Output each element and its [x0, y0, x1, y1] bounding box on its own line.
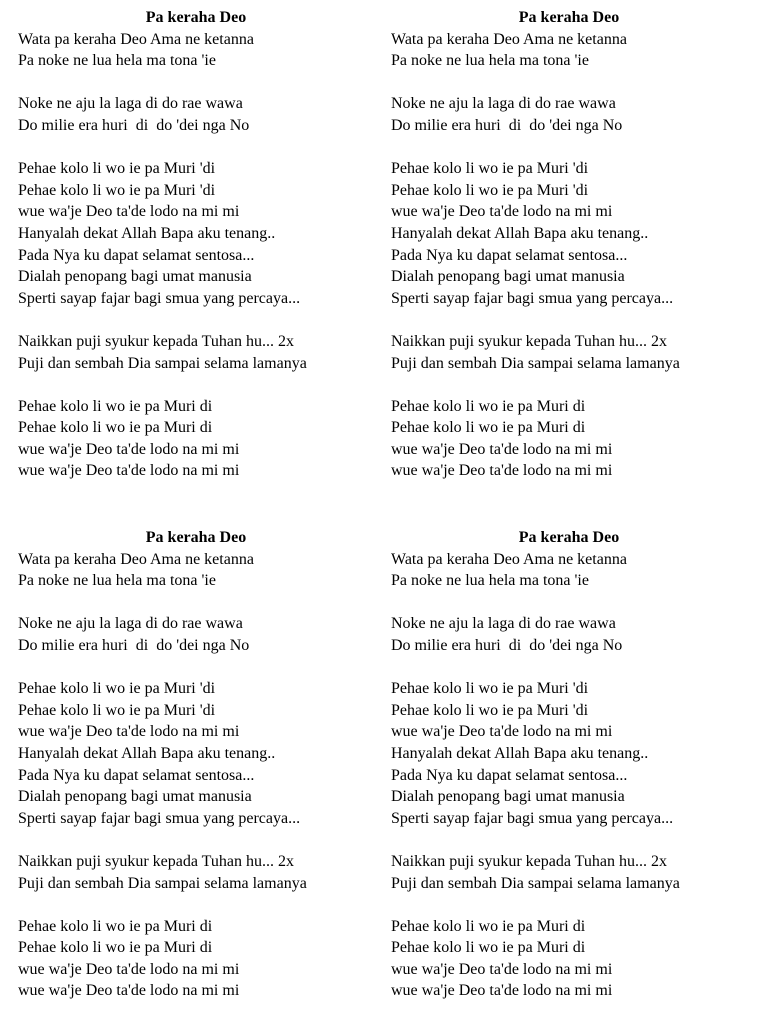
stanza — [18, 549, 378, 592]
lyric-line: Naikkan puji syukur kepada Tuhan hu... 2x — [18, 852, 294, 870]
lyric-line: wue wa'je Deo ta'de lodo na mi mi — [18, 723, 240, 741]
lyric-line: Puji dan sembah Dia sampai selama lamanya — [18, 354, 307, 372]
lyric-line: Dialah penopang bagi umat manusia — [18, 268, 252, 286]
lyric-line: Pada Nya ku dapat selamat sentosa... — [18, 246, 255, 264]
lyric-line: Noke ne aju la laga di do rae wawa — [391, 615, 616, 633]
stanza-gap — [391, 829, 751, 851]
stanza — [18, 331, 378, 374]
lyric-line: Pehae kolo li wo ie pa Muri 'di — [18, 160, 216, 178]
stanza — [391, 851, 751, 894]
lyric-line: Pada Nya ku dapat selamat sentosa... — [391, 246, 628, 264]
lyric-line: Pa noke ne lua hela ma tona 'ie — [391, 572, 589, 590]
song-title: Pa keraha Deo — [145, 9, 247, 26]
lyric-line: Sperti sayap fajar bagi smua yang percaya... — [391, 289, 674, 307]
stanza — [18, 916, 378, 1002]
song-title: Pa keraha Deo — [518, 529, 620, 546]
lyric-line: Sperti sayap fajar bagi smua yang percaya... — [18, 809, 301, 827]
stanza — [18, 396, 378, 482]
lyric-line: Pa noke ne lua hela ma tona 'ie — [18, 572, 216, 590]
lyric-line: Do milie era huri di do 'dei nga No — [391, 636, 623, 654]
lyric-line: wue wa'je Deo ta'de lodo na mi mi — [391, 723, 613, 741]
lyric-line: Pehae kolo li wo ie pa Muri di — [391, 419, 586, 437]
lyric-line: wue wa'je Deo ta'de lodo na mi mi — [391, 960, 613, 978]
stanza — [391, 93, 751, 136]
lyric-line: Hanyalah dekat Allah Bapa aku tenang.. — [18, 224, 276, 242]
stanza — [391, 29, 751, 72]
lyric-line: Wata pa keraha Deo Ama ne ketanna — [18, 30, 254, 48]
stanza-gap — [18, 829, 378, 851]
lyric-line: Pada Nya ku dapat selamat sentosa... — [18, 766, 255, 784]
lyric-line: Pehae kolo li wo ie pa Muri di — [391, 939, 586, 957]
stanza-gap — [391, 592, 751, 614]
lyric-line: Pehae kolo li wo ie pa Muri 'di — [391, 181, 589, 199]
stanza — [18, 93, 378, 136]
stanza-gap — [18, 309, 378, 331]
lyric-line: wue wa'je Deo ta'de lodo na mi mi — [18, 462, 240, 480]
lyric-line: Pehae kolo li wo ie pa Muri di — [391, 397, 586, 415]
lyric-line: Pa noke ne lua hela ma tona 'ie — [18, 52, 216, 70]
lyric-line: Wata pa keraha Deo Ama ne ketanna — [18, 550, 254, 568]
song-copy-top-left — [18, 7, 378, 482]
stanza-gap — [391, 657, 751, 679]
lyric-line: wue wa'je Deo ta'de lodo na mi mi — [391, 462, 613, 480]
stanza-gap — [391, 309, 751, 331]
stanza-gap — [391, 894, 751, 916]
song-title: Pa keraha Deo — [518, 9, 620, 26]
lyric-line: Dialah penopang bagi umat manusia — [391, 268, 625, 286]
lyric-line: wue wa'je Deo ta'de lodo na mi mi — [18, 982, 240, 1000]
stanza — [391, 613, 751, 656]
stanza-gap — [18, 894, 378, 916]
lyric-line: wue wa'je Deo ta'de lodo na mi mi — [391, 203, 613, 221]
lyric-line: Pada Nya ku dapat selamat sentosa... — [391, 766, 628, 784]
lyric-line: Naikkan puji syukur kepada Tuhan hu... 2x — [391, 332, 667, 350]
lyric-line: Pa noke ne lua hela ma tona 'ie — [391, 52, 589, 70]
stanza — [391, 549, 751, 592]
stanza — [391, 331, 751, 374]
lyric-line: Pehae kolo li wo ie pa Muri 'di — [18, 181, 216, 199]
lyric-line: Noke ne aju la laga di do rae wawa — [18, 95, 243, 113]
lyric-line: Puji dan sembah Dia sampai selama lamanya — [18, 874, 307, 892]
lyric-line: wue wa'je Deo ta'de lodo na mi mi — [18, 203, 240, 221]
stanza — [18, 158, 378, 309]
stanza-gap — [391, 137, 751, 159]
lyric-line: Puji dan sembah Dia sampai selama lamanya — [391, 354, 680, 372]
lyric-line: Wata pa keraha Deo Ama ne ketanna — [391, 550, 627, 568]
lyric-line: Naikkan puji syukur kepada Tuhan hu... 2x — [391, 852, 667, 870]
stanza-gap — [18, 374, 378, 396]
lyric-line: Hanyalah dekat Allah Bapa aku tenang.. — [391, 744, 649, 762]
lyric-line: Pehae kolo li wo ie pa Muri 'di — [391, 680, 589, 698]
stanza — [18, 678, 378, 829]
stanza — [18, 29, 378, 72]
lyric-line: Hanyalah dekat Allah Bapa aku tenang.. — [391, 224, 649, 242]
lyric-line: Sperti sayap fajar bagi smua yang percaya... — [18, 289, 301, 307]
lyric-line: Pehae kolo li wo ie pa Muri 'di — [18, 701, 216, 719]
lyric-line: Pehae kolo li wo ie pa Muri di — [18, 939, 213, 957]
lyric-line: Pehae kolo li wo ie pa Muri di — [18, 419, 213, 437]
stanza-gap — [18, 137, 378, 159]
stanza-gap — [18, 657, 378, 679]
song-copy-top-right — [391, 7, 751, 482]
lyric-line: wue wa'je Deo ta'de lodo na mi mi — [18, 440, 240, 458]
lyric-line: Dialah penopang bagi umat manusia — [391, 788, 625, 806]
lyric-line: Dialah penopang bagi umat manusia — [18, 788, 252, 806]
stanza-gap — [18, 72, 378, 94]
lyric-line: Pehae kolo li wo ie pa Muri 'di — [391, 701, 589, 719]
lyric-line: Puji dan sembah Dia sampai selama lamanya — [391, 874, 680, 892]
stanza-gap — [391, 72, 751, 94]
lyric-line: Pehae kolo li wo ie pa Muri di — [18, 397, 213, 415]
lyric-line: Sperti sayap fajar bagi smua yang percaya... — [391, 809, 674, 827]
lyric-line: Naikkan puji syukur kepada Tuhan hu... 2x — [18, 332, 294, 350]
stanza — [391, 158, 751, 309]
stanza-gap — [18, 592, 378, 614]
stanza — [391, 396, 751, 482]
lyric-line: wue wa'je Deo ta'de lodo na mi mi — [18, 960, 240, 978]
lyric-line: Pehae kolo li wo ie pa Muri 'di — [18, 680, 216, 698]
lyric-line: Do milie era huri di do 'dei nga No — [18, 636, 250, 654]
lyric-line: Wata pa keraha Deo Ama ne ketanna — [391, 30, 627, 48]
song-title: Pa keraha Deo — [145, 529, 247, 546]
lyric-line: Do milie era huri di do 'dei nga No — [18, 116, 250, 134]
stanza — [18, 851, 378, 894]
lyric-line: Noke ne aju la laga di do rae wawa — [391, 95, 616, 113]
lyric-line: Pehae kolo li wo ie pa Muri di — [391, 917, 586, 935]
lyric-line: Hanyalah dekat Allah Bapa aku tenang.. — [18, 744, 276, 762]
stanza — [391, 678, 751, 829]
lyric-line: Noke ne aju la laga di do rae wawa — [18, 615, 243, 633]
lyric-line: Pehae kolo li wo ie pa Muri di — [18, 917, 213, 935]
stanza — [18, 613, 378, 656]
stanza — [391, 916, 751, 1002]
stanza-gap — [391, 374, 751, 396]
lyric-line: wue wa'je Deo ta'de lodo na mi mi — [391, 440, 613, 458]
song-copy-bottom-left — [18, 527, 378, 1002]
lyric-line: wue wa'je Deo ta'de lodo na mi mi — [391, 982, 613, 1000]
song-copy-bottom-right — [391, 527, 751, 1002]
lyric-line: Do milie era huri di do 'dei nga No — [391, 116, 623, 134]
lyric-line: Pehae kolo li wo ie pa Muri 'di — [391, 160, 589, 178]
